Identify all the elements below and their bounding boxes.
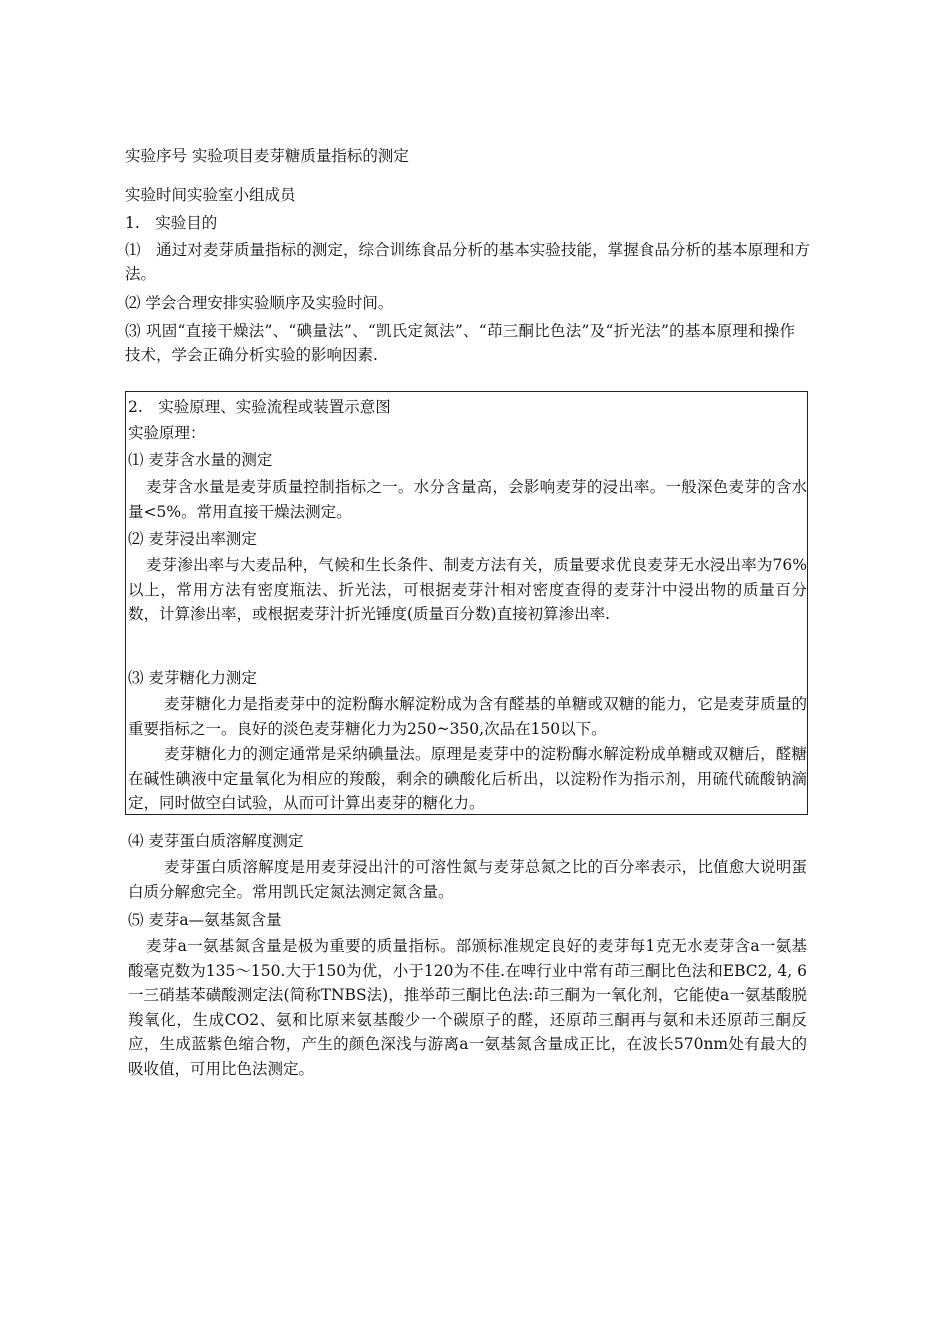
extract-title: ⑵ 麦芽浸出率测定 <box>128 530 257 548</box>
section2-heading: 2. 实验原理、实验流程或装置示意图 <box>128 398 391 416</box>
diastatic-text-1: 麦芽糖化力是指麦芽中的淀粉酶水解淀粉成为含有醛基的单糖或双糖的能力，它是麦芽质量的重要指标之一。良好的淡色麦芽糖化力为250~350,次品在150以下。 <box>128 695 807 738</box>
amino-text: 麦芽a一氨基氮含量是极为重要的质量指标。部颁标准规定良好的麦芽每1克无水麦芽含a一氨基酸毫克数为135〜150.大于150为优，小于120为不佳.在啤行业中常有茚三酮比色法和EBC2, 4, 6 一三硝基苯磺酸测定法(简称TNBS法)，推举茚三酮比色法:茚三酮为一氧化剂，它能使a一氨基酸脱羧氧化，生成CO2、氨和比原来氨基酸少一个碳原子的醛，还原茚三酮再与氨和未还原茚三酮反应，生成蓝紫色缩合物，产生的颜色深浅与游离a一氨基氮含量成正比，在波长570nm处有最大的吸收值，可用比色法测定。 <box>128 937 807 1078</box>
extract-text: 麦芽渗出率与大麦品种，气候和生长条件、制麦方法有关，质量要求优良麦芽无水浸出率为76%以上，常用方法有密度瓶法、折光法，可根据麦芽汁相对密度查得的麦芽汁中浸出物的质量百分数，计算渗出率，或根据麦芽汁折光锤度(质量百分数)直接初算渗出率. <box>128 556 807 623</box>
protein-title: ⑷ 麦芽蛋白质溶解度测定 <box>128 832 304 850</box>
amino-title: ⑸ 麦芽a—氨基氮含量 <box>128 911 282 929</box>
moisture-title: ⑴ 麦芽含水量的测定 <box>128 451 273 469</box>
section1-item-2: ⑵ 学会合理安排实验顺序及实验时间。 <box>125 294 394 312</box>
moisture-text: 麦芽含水量是麦芽质量控制指标之一。水分含量高，会影响麦芽的浸出率。一般深色麦芽的含水量<5%。常用直接干燥法测定。 <box>128 478 807 521</box>
section1-item-1: ⑴ 通过对麦芽质量指标的测定，综合训练食品分析的基本实验技能，掌握食品分析的基本原理和方法。 <box>125 241 810 283</box>
diastatic-title: ⑶ 麦芽糖化力测定 <box>128 669 257 687</box>
section1-item-3: ⑶ 巩固“直接干燥法”、“碘量法”、“凯氏定氮法”、“茚三酮比色法”及“折光法”的基本原理和操作技术，学会正确分析实验的影响因素. <box>125 322 795 364</box>
header-line-1: 实验序号 实验项目麦芽糖质量指标的测定 <box>125 147 409 165</box>
header-line-2: 实验时间实验室小组成员 <box>125 186 296 204</box>
diastatic-text-2: 麦芽糖化力的测定通常是采纳碘量法。原理是麦芽中的淀粉酶水解淀粉成单糖或双糖后，醛糖在碱性碘液中定量氧化为相应的羧酸，剩余的碘酸化后析出，以淀粉作为指示剂，用硫代硫酸钠滴定，同时做空白试验，从而可计算出麦芽的糖化力。 <box>128 745 807 812</box>
section1-heading: 1. 实验目的 <box>125 214 218 232</box>
section2-subheading: 实验原理： <box>128 424 206 442</box>
protein-text: 麦芽蛋白质溶解度是用麦芽浸出汁的可溶性氮与麦芽总氮之比的百分率表示，比值愈大说明蛋白质分解愈完全。常用凯氏定氮法测定氮含量。 <box>128 858 807 901</box>
box-continuation <box>125 391 808 814</box>
